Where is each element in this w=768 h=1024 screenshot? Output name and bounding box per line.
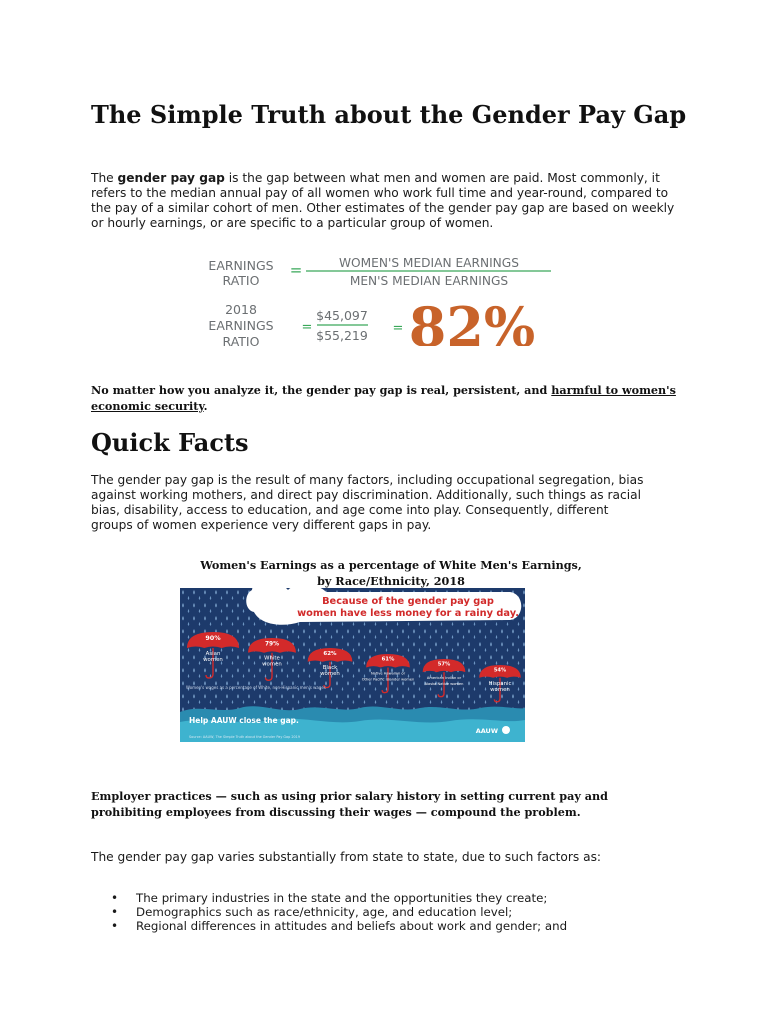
ratio-label-line2: RATIO <box>222 273 260 288</box>
umbrella-label-line1: White <box>264 655 280 662</box>
quick-facts-heading: Quick Facts <box>91 428 249 457</box>
year-label-line2: EARNINGS <box>208 318 274 333</box>
umbrella-label-line2: women <box>490 686 510 693</box>
year-label-line3: RATIO <box>222 334 260 346</box>
ratio-result: 82% <box>408 295 536 346</box>
ratio-denominator: MEN'S MEDIAN EARNINGS <box>349 274 509 288</box>
umbrella-percent: 54% <box>493 667 507 674</box>
factors-list <box>111 891 671 933</box>
umbrella-percent: 79% <box>264 641 280 648</box>
umbrella-percent: 61% <box>381 656 395 663</box>
umbrella-label-line1: Native Hawaiian or <box>370 671 406 676</box>
emphasis-end: . <box>203 399 208 413</box>
umbrella-label-line1: Asian <box>205 651 221 657</box>
ratio-numerator: WOMEN'S MEDIAN EARNINGS <box>339 256 519 270</box>
umbrella-label-line2: Other Pacific Islander women <box>361 677 415 682</box>
ratio-label-line1: EARNINGS <box>208 258 274 273</box>
earnings-ratio-graphic <box>195 251 565 346</box>
umbrella-label-line1: Hispanic <box>488 680 512 687</box>
umbrella-label-line2: women <box>262 661 282 668</box>
figure-caption <box>91 557 691 589</box>
umbrella-percent: 57% <box>437 661 451 668</box>
list-item: • Regional differences in attitudes and beliefs about work and gender; and <box>111 919 671 933</box>
women-earnings-value: $45,097 <box>316 308 368 323</box>
ratio-equals-2: = <box>301 320 313 335</box>
quick-facts-paragraph: The gender pay gap is the result of many factors, including occupational segregation, bias against working mothers, and direct pay discrimination. Additionally, such things as racial bias, disability, access to education, and age come into play. Consequently, different groups of women experience very different gaps in pay. <box>91 473 644 532</box>
state-paragraph: The gender pay gap varies substantially from state to state, due to such factors as: <box>91 850 602 864</box>
umbrella-label-line1: Black <box>322 664 338 671</box>
headline-line2: women have less money for a rainy day. <box>297 608 519 619</box>
list-item: • The primary industries in the state and the opportunities they create; <box>111 891 671 905</box>
figure-caption-line2: by Race/Ethnicity, 2018 <box>317 574 465 588</box>
intro-before: The <box>91 171 118 185</box>
employer-paragraph: Employer practices — such as using prior salary history in setting current pay and prohibiting employees from discussing their wages — compound the problem. <box>91 789 608 819</box>
intro-term: gender pay gap <box>117 171 225 185</box>
men-earnings-value: $55,219 <box>316 328 368 343</box>
umbrella-label-line2: Alaska Native women <box>424 682 464 687</box>
aauw-logo-mark <box>502 726 510 734</box>
emphasis-paragraph <box>91 382 691 414</box>
umbrella-label-line1: American Indian or <box>426 676 462 681</box>
list-item: • Demographics such as race/ethnicity, age, and education level; <box>111 905 671 919</box>
harmful-link[interactable]: harmful to women's economic security <box>91 383 676 413</box>
headline-line1: Because of the gender pay gap <box>322 596 494 607</box>
ratio-equals-1: = <box>289 261 303 279</box>
umbrella-label-line2: women <box>203 657 223 663</box>
intro-after: is the gap between what men and women are paid. Most commonly, it refers to the median annual pay of all women who work full time and year-round, compared to the pay of a similar cohort of men. Other estimates of the gender pay gap are based on weekly or hourly earnings, or are specific to a particular group of women. <box>91 171 675 230</box>
umbrella-percent: 62% <box>323 650 337 657</box>
year-label-line1: 2018 <box>225 302 257 317</box>
wage-note: Women's wages as a percentage of White, non-Hispanic men's wages <box>186 685 326 690</box>
rainy-day-infographic <box>180 588 525 742</box>
emphasis-text: No matter how you analyze it, the gender pay gap is real, persistent, and <box>91 383 552 397</box>
ratio-equals-3: = <box>392 321 404 336</box>
figure-source: Source: AAUW, The Simple Truth about the Gender Pay Gap 2019 <box>189 735 300 739</box>
intro-paragraph <box>91 171 681 231</box>
figure-caption-line1: Women's Earnings as a percentage of White Men's Earnings, <box>200 558 582 572</box>
help-text: Help AAUW close the gap. <box>189 716 299 725</box>
umbrella-label-line2: women <box>320 670 340 677</box>
page-title: The Simple Truth about the Gender Pay Gap <box>91 100 687 129</box>
umbrella-percent: 90% <box>205 634 221 642</box>
aauw-logo: AAUW <box>475 727 498 735</box>
